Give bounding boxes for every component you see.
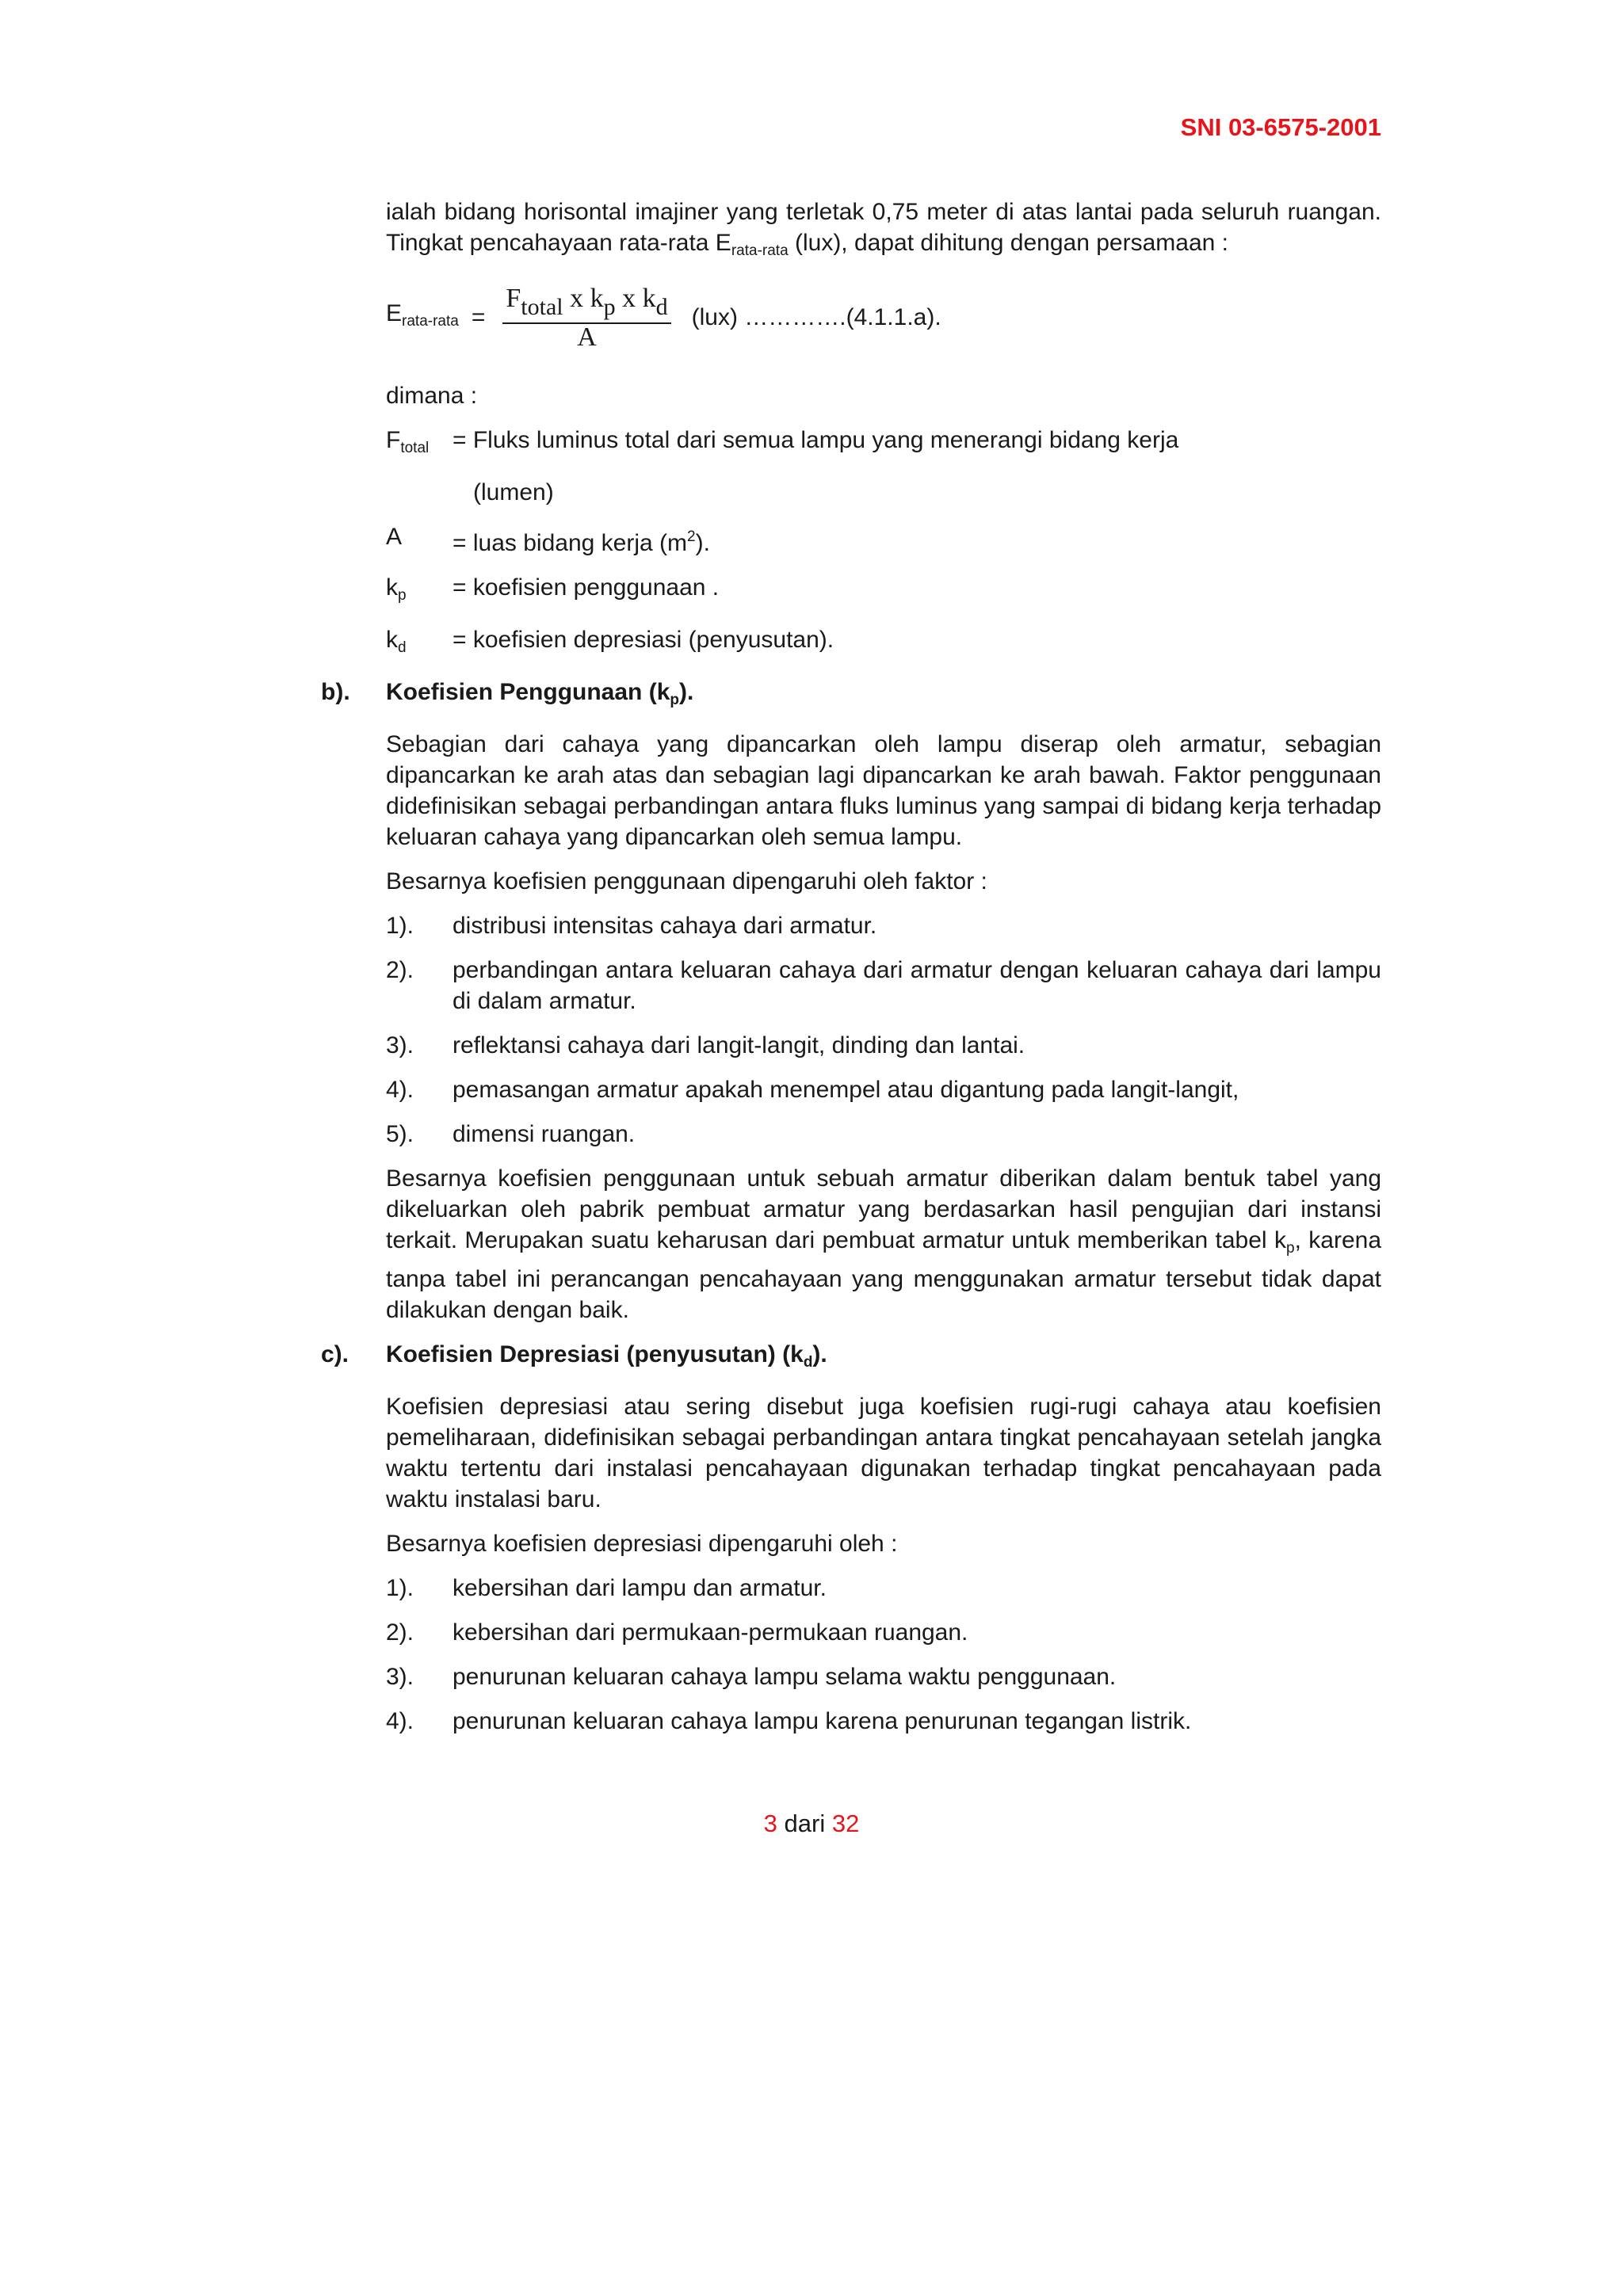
- list-item: 2). perbandingan antara keluaran cahaya dari armatur dengan keluaran cahaya dari lampu di dalam armatur.: [386, 957, 1381, 1014]
- section-b-heading: b). Koefisien Penggunaan $(k_p)$.: [321, 679, 694, 708]
- definition-f-total-unit: (lumen): [473, 479, 554, 505]
- formula-numerator: Ftotal x kp x kd: [502, 284, 670, 324]
- formula-denominator: A: [577, 322, 597, 352]
- formula-reference: (lux) ………….(4.1.1.a).: [691, 303, 941, 330]
- list-item: 3). penurunan keluaran cahaya lampu selama waktu penggunaan.: [386, 1664, 1117, 1690]
- page-total: 32: [831, 1810, 860, 1837]
- intro-paragraph: ialah bidang horisontal imajiner yang terletak 0,75 meter di atas lantai pada seluruh ruangan. Tingkat pencahayaan rata-rata $E_{rata-rata}$ (lux), dapat dihitung dengan persamaan :: [386, 199, 1381, 259]
- section-b-paragraph-1: Sebagian dari cahaya yang dipancarkan oleh lampu diserap oleh armatur, sebagian dipancarkan ke arah atas dan sebagian lagi dipancarkan ke arah bawah. Faktor penggunaan didefinisikan sebagai perbandingan antara fluks luminus yang sampai di bidang kerja terhadap keluaran cahaya yang dipancarkan oleh semua lampu.: [386, 731, 1381, 850]
- document-code: SNI 03-6575-2001: [1180, 113, 1381, 141]
- list-item: 1). distribusi intensitas cahaya dari armatur.: [386, 913, 877, 939]
- page-footer: [0, 1810, 1623, 1838]
- section-c-paragraph-2: Besarnya koefisien depresiasi dipengaruhi oleh :: [386, 1531, 898, 1557]
- definition-f-total: $F_{total}$ = Fluks luminus total dari semua lampu yang menerangi bidang kerja: [386, 427, 1179, 456]
- list-item: 4). penurunan keluaran cahaya lampu karena penurunan tegangan listrik.: [386, 1708, 1192, 1734]
- section-c-heading: c). Koefisien Depresiasi (penyusutan) $(k_d)$.: [321, 1341, 827, 1371]
- where-label: dimana :: [386, 383, 478, 409]
- definition-area: A = luas bidang kerja $(m^2)$.: [386, 524, 710, 556]
- definition-kp: $k_p$ = koefisien penggunaan .: [386, 574, 720, 604]
- section-b-paragraph-2: Besarnya koefisien penggunaan dipengaruhi oleh faktor :: [386, 868, 987, 894]
- list-item: 3). reflektansi cahaya dari langit-langit, dinding dan lantai.: [386, 1032, 1025, 1058]
- definition-kd: $k_d$ = koefisien depresiasi (penyusutan).: [386, 627, 834, 656]
- list-item: 1). kebersihan dari lampu dan armatur.: [386, 1575, 827, 1601]
- illuminance-formula: [386, 283, 1381, 352]
- page-content: [321, 196, 1381, 1737]
- formula-equals: =: [471, 303, 486, 330]
- section-c-paragraph-1: Koefisien depresiasi atau sering disebut juga koefisien rugi-rugi cahaya atau koefisien pemeliharaan, didefinisikan sebagai perbandingan antara tingkat pencahayaan setelah jangka waktu tertentu dari instalasi pencahayaan digunakan terhadap tingkat pencahayaan pada waktu instalasi baru.: [386, 1394, 1381, 1512]
- list-item: 4). pemasangan armatur apakah menempel atau digantung pada langit-langit,: [386, 1077, 1239, 1103]
- page-number: 3: [763, 1810, 777, 1837]
- list-item: 2). kebersihan dari permukaan-permukaan ruangan.: [386, 1619, 968, 1646]
- formula-lhs: $E_{rata-rata}$: [386, 299, 459, 330]
- formula-fraction: [502, 284, 670, 351]
- section-b-paragraph-3: Besarnya koefisien penggunaan untuk sebuah armatur diberikan dalam bentuk tabel yang dikeluarkan oleh pabrik pembuat armatur yang berdasarkan hasil pengujian dari instansi terkait. Merupakan suatu keharusan dari pembuat armatur untuk memberikan tabel $k_p$, karena tanpa tabel ini perancangan pencahayaan yang menggunakan armatur tersebut tidak dapat dilakukan dengan baik.: [386, 1165, 1381, 1323]
- page-of-label: dari: [777, 1810, 832, 1837]
- list-item: 5). dimensi ruangan.: [386, 1121, 636, 1147]
